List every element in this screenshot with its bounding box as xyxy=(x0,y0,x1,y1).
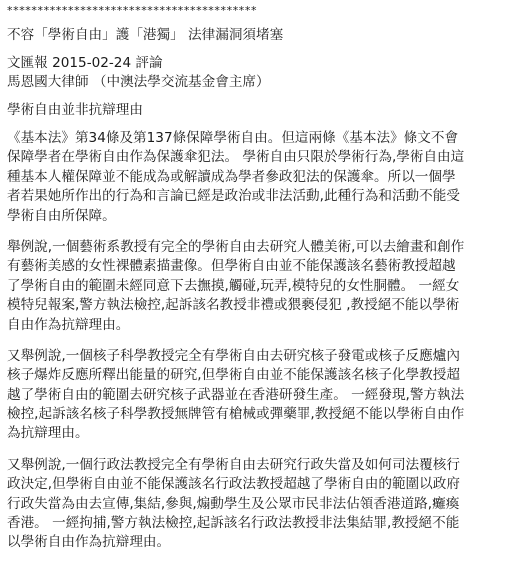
paragraph-line: 學術自由所保障。 xyxy=(7,207,116,224)
paragraph-line: 行政失當為由去宣傳,集結,參與,煽動學生及公眾市民非法佔領香港道路,癱瘓 xyxy=(7,495,460,512)
paragraph-line: 模特兒報案,警方執法檢控,起訴該名教授非禮或猥褻侵犯 ,教授絕不能以學術 xyxy=(7,297,460,314)
article xyxy=(7,4,521,553)
paragraph-line: 核子爆炸反應所釋出能量的研究,但學術自由並不能保護該名核子化學教授超 xyxy=(7,367,460,384)
source-line: 文匯報 2015-02-24 評論 xyxy=(7,55,163,71)
paragraph-line: 有藝術美感的女性裸體素描畫像。但學術自由並不能保護該名藝術教授超越 xyxy=(7,258,456,275)
section-title: 學術自由並非抗辯理由 xyxy=(7,102,143,118)
paragraph-line: 了學術自由的範圍未經同意下去撫摸,觸碰,玩弄,模特兒的女性胴體。 一經女 xyxy=(7,277,460,294)
paragraph-line: 為抗辯理由。 xyxy=(7,425,89,442)
paragraph-line: 又舉例說,一個核子科學教授完全有學術自由去研究核子發電或核子反應爐內 xyxy=(7,347,460,364)
paragraph-line: 者若果她所作出的行為和言論已經是政治或非法活動,此種行為和活動不能受 xyxy=(7,188,460,205)
paragraph-line: 又舉例說,一個行政法教授完全有學術自由去研究行政失當及如何司法覆核行 xyxy=(7,456,460,473)
paragraph-line: 舉例說,一個藝術系教授有完全的學術自由去研究人體美術,可以去繪畫和創作 xyxy=(7,238,465,255)
headline: 不容「學術自由」護「港獨」 法律漏洞須堵塞 xyxy=(7,27,284,43)
paragraph-line: 以學術自由作為抗辯理由。 xyxy=(7,534,171,551)
paragraph-line: 種基本人權保障並不能成為或解讀成為學者參政犯法的保護傘。所以一個學 xyxy=(7,168,456,185)
body-paragraph xyxy=(7,238,521,335)
separator-line: ***************************************** xyxy=(7,4,258,17)
body-paragraph xyxy=(7,129,521,226)
paragraph-line: 自由作為抗辯理由。 xyxy=(7,316,130,333)
paragraph-line: 保障學者在學術自由作為保護傘犯法。 學術自由只限於學術行為,學術自由這 xyxy=(7,149,465,166)
author-line: 馬恩國大律師 （中澳法學交流基金會主席） xyxy=(7,74,270,90)
body-paragraph xyxy=(7,456,521,553)
body-paragraph xyxy=(7,347,521,444)
article-body xyxy=(7,129,521,553)
paragraph-line: 越了學術自由的範圍去研究核子武器並在香港研發生產。 一經發現,警方執法 xyxy=(7,386,465,403)
paragraph-line: 政決定,但學術自由並不能保護該名行政法教授超越了學術自由的範圍以政府 xyxy=(7,476,460,493)
paragraph-line: 《基本法》第34條及第137條保障學術自由。但這兩條《基本法》條文不會 xyxy=(7,130,459,146)
paragraph-line: 檢控,起訴該名核子科學教授無牌管有槍械或彈藥罪,教授絕不能以學術自由作 xyxy=(7,406,465,423)
paragraph-line: 香港。 一經拘捕,警方執法檢控,起訴該名行政法教授非法集結罪,教授絕不能 xyxy=(7,515,460,532)
